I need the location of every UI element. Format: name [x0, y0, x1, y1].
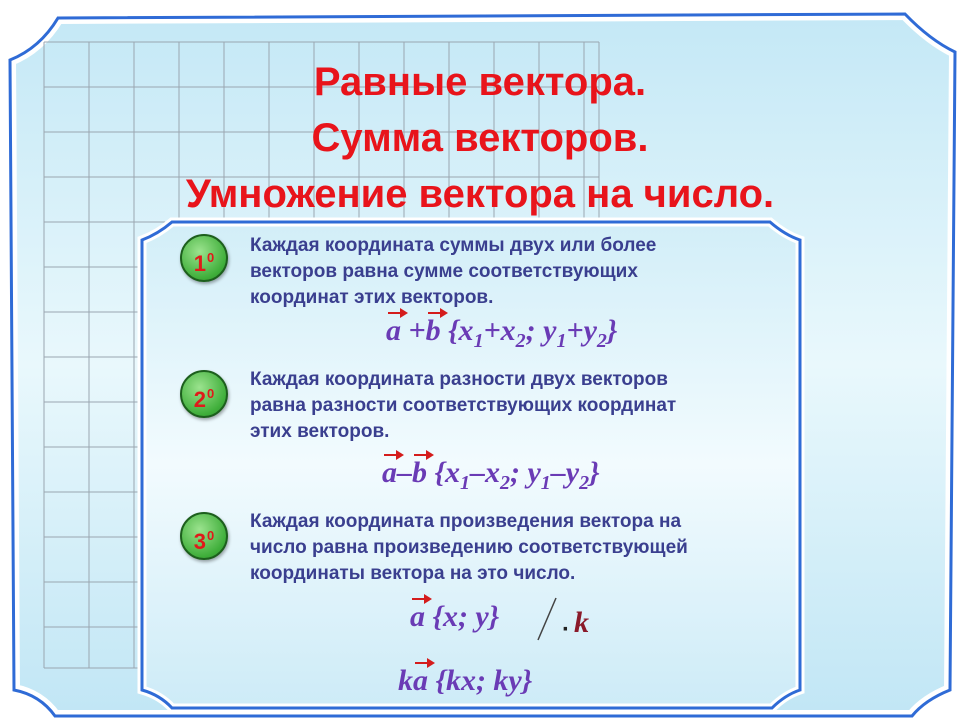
vector-a: a	[386, 314, 401, 347]
formula-sub: 1	[473, 330, 484, 352]
formula-part: ; y	[525, 314, 557, 347]
formula-part: {x	[434, 456, 460, 489]
formula-sub: 2	[499, 472, 510, 494]
vector-a: a	[410, 600, 425, 633]
title-line-3: Умножение вектора на число.	[185, 172, 775, 216]
title-line-2: Сумма векторов.	[311, 116, 649, 160]
formula-sum	[386, 314, 617, 353]
formula-vector	[410, 600, 499, 634]
formula-part: k	[398, 664, 413, 697]
rule-badge-number: 2	[193, 387, 206, 412]
rule-badge-1	[180, 234, 228, 282]
formula-part: {kx; ky}	[435, 664, 533, 697]
title-line-1: Равные вектора.	[313, 60, 647, 104]
rule-badge-degree: 0	[207, 250, 215, 265]
formula-sub: 2	[515, 330, 526, 352]
formula-part: }	[606, 314, 618, 347]
formula-sub: 2	[579, 472, 590, 494]
multiplier-k: k	[574, 606, 589, 639]
rule-badge-degree: 0	[207, 386, 215, 401]
formula-part: –x	[469, 456, 500, 489]
rule-text-1: Каждая координата суммы двух или более векторов равна сумме соответствующих координат этих векторов.	[250, 235, 657, 308]
formula-part: +y	[566, 314, 597, 347]
vector-a: a	[382, 456, 397, 489]
rule-text-2: Каждая координата разности двух векторов равна разности соответствующих координат этих векторов.	[250, 369, 677, 442]
multiply-dot: ·	[562, 616, 570, 643]
formula-part: {x; y}	[432, 600, 500, 633]
rule-badge-2	[180, 370, 228, 418]
formula-part: ; y	[509, 456, 541, 489]
formula-part: }	[589, 456, 600, 489]
formula-part: {x	[448, 314, 474, 347]
minus-sign: –	[397, 456, 412, 489]
rule-badge-degree: 0	[207, 528, 215, 543]
plus-sign: +	[408, 314, 426, 347]
rule-text-3: Каждая координата произведения вектора на число равна произведению соответствующей координаты вектора на это число.	[250, 511, 688, 584]
rule-badge-number: 1	[193, 251, 206, 276]
vector-b: b	[412, 456, 427, 489]
rule-badge-number: 3	[193, 529, 206, 554]
formula-difference	[382, 456, 600, 495]
formula-sub: 1	[540, 472, 551, 494]
formula-sub: 1	[459, 472, 470, 494]
vector-b: b	[425, 314, 441, 347]
formula-sub: 1	[556, 330, 567, 352]
formula-part: +x	[483, 314, 516, 347]
formula-sub: 2	[596, 330, 607, 352]
formula-product	[398, 664, 532, 698]
rule-badge-3	[180, 512, 228, 560]
vector-a: a	[413, 664, 428, 697]
formula-part: –y	[550, 456, 580, 489]
